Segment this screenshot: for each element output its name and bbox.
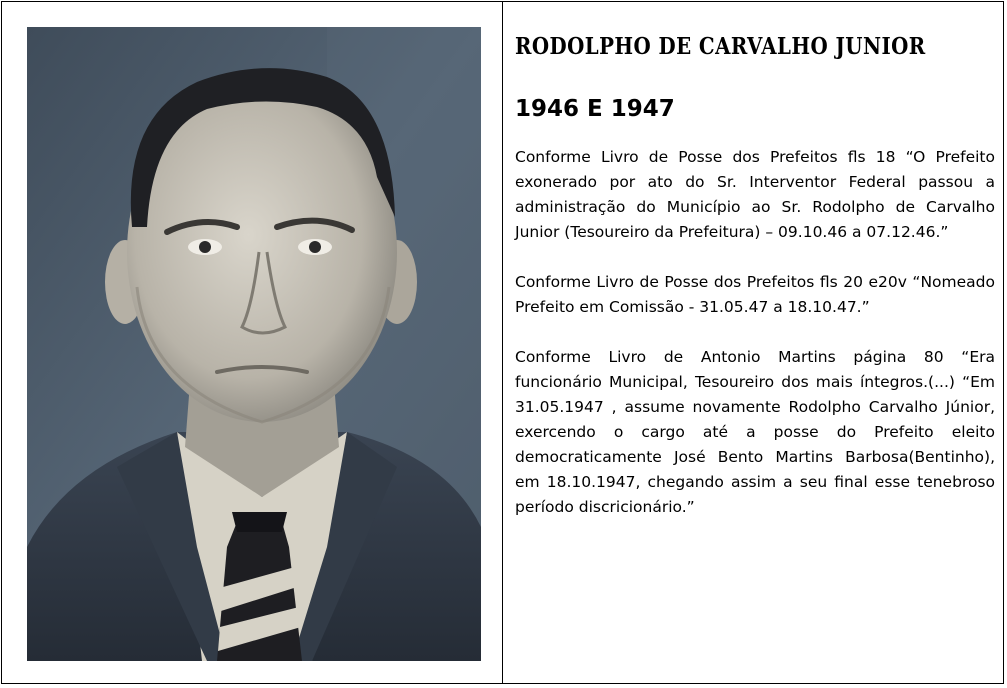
paragraph-posse-1: Conforme Livro de Posse dos Prefeitos fls 18 “O Prefeito exonerado por ato do Sr. Interventor Federal passou a administração do Município ao Sr. Rodolpho de Carvalho Junior (Tesoureiro da Prefeitura) – 09.10.46 a 07.12.46.” bbox=[515, 148, 995, 241]
person-name: RODOLPHO DE CARVALHO JUNIOR bbox=[515, 33, 926, 60]
text-column bbox=[515, 30, 995, 520]
column-divider bbox=[502, 1, 503, 684]
paragraph-antonio-martins: Conforme Livro de Antonio Martins página 80 “Era funcionário Municipal, Tesoureiro dos mais íntegros.(...) “Em 31.05.1947 , assume novamente Rodolpho Carvalho Júnior, exercendo o cargo até a posse do Prefeito eleito democraticamente José Bento Martins Barbosa(Bentinho), em 18.10.1947, chegando assim a seu final esse tenebroso período discricionário.” bbox=[515, 348, 995, 516]
term-years: 1946 E 1947 bbox=[515, 96, 675, 122]
paragraph-posse-2: Conforme Livro de Posse dos Prefeitos fls 20 e20v “Nomeado Prefeito em Comissão - 31.05.47 a 18.10.47.” bbox=[515, 273, 995, 316]
portrait-photo bbox=[27, 27, 481, 661]
portrait-icon bbox=[27, 27, 481, 661]
